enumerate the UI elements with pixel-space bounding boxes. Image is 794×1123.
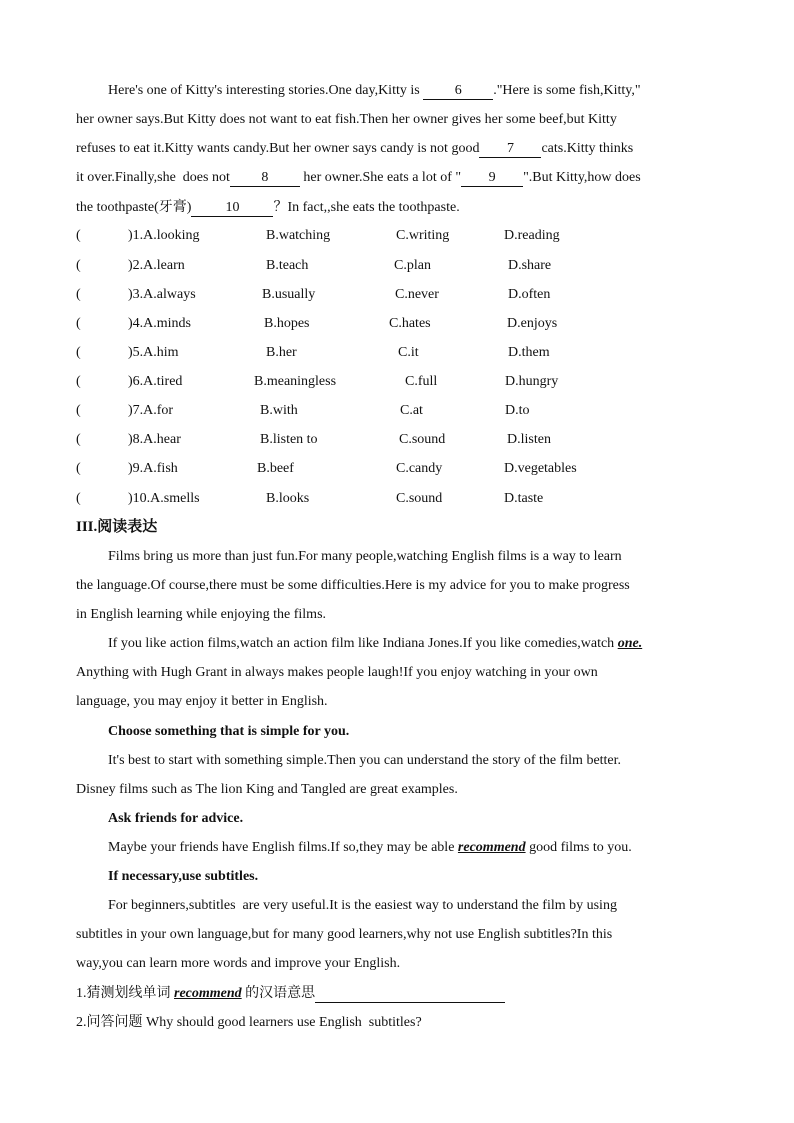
option-a: )2.A.learn	[128, 258, 185, 273]
question-row	[76, 227, 718, 245]
option-b: B.meaningless	[254, 374, 337, 389]
option-a: )3.A.always	[128, 287, 196, 302]
cloze-line-5	[76, 199, 718, 217]
question-row	[76, 460, 718, 478]
answer-paren[interactable]: (	[76, 491, 81, 506]
option-a: )10.A.smells	[128, 491, 200, 506]
text: cats.Kitty thinks	[541, 141, 634, 156]
option-d: D.hungry	[505, 374, 559, 389]
option-c: C.sound	[396, 491, 443, 506]
option-d: D.to	[505, 403, 530, 418]
option-c: C.never	[395, 287, 439, 302]
option-a: )6.A.tired	[128, 374, 183, 389]
option-c: C.plan	[394, 258, 431, 273]
option-a: )9.A.fish	[128, 461, 178, 476]
answer-paren[interactable]: (	[76, 461, 81, 476]
option-a: )5.A.him	[128, 345, 179, 360]
paragraph-line: language, you may enjoy it better in English.	[76, 694, 328, 709]
text: refuses to eat it.Kitty wants candy.But her owner says candy is not good	[76, 141, 480, 156]
paragraph-line: in English learning while enjoying the films.	[76, 607, 327, 622]
option-b: B.beef	[257, 461, 294, 476]
section-title: III.阅读表达	[76, 519, 158, 535]
option-c: C.it	[398, 345, 419, 360]
option-d: D.taste	[504, 491, 544, 506]
option-d: D.enjoys	[507, 316, 558, 331]
option-c: C.at	[400, 403, 423, 418]
question-row	[76, 373, 718, 391]
answer-paren[interactable]: (	[76, 228, 81, 243]
paragraph-line: the language.Of course,there must be some difficulties.Here is my advice for you to make progress	[76, 578, 630, 593]
blank-6[interactable]: 6	[423, 83, 493, 100]
paragraph-line	[108, 839, 718, 857]
underlined-word-recommend: recommend	[174, 986, 242, 1001]
text: ？In fact,,she eats the toothpaste.	[273, 200, 460, 215]
option-c: C.sound	[399, 432, 446, 447]
answer-paren[interactable]: (	[76, 432, 81, 447]
option-a: )8.A.hear	[128, 432, 181, 447]
option-d: D.share	[508, 258, 552, 273]
cloze-line-1	[108, 82, 718, 100]
question-2: 2.问答问题 Why should good learners use English subtitles?	[76, 1015, 422, 1030]
answer-paren[interactable]: (	[76, 316, 81, 331]
answer-paren[interactable]: (	[76, 287, 81, 302]
text: If you like action films,watch an action film like Indiana Jones.If you like comedies,watch	[108, 636, 618, 651]
text: her owner.She eats a lot of "	[299, 170, 462, 185]
text: ".But Kitty,how does	[523, 170, 641, 185]
answer-paren[interactable]: (	[76, 374, 81, 389]
question-row	[76, 431, 718, 449]
option-d: D.reading	[504, 228, 560, 243]
text: 1.猜测划线单词	[76, 986, 174, 1001]
blank-8[interactable]: 8	[230, 170, 300, 187]
option-b: B.hopes	[264, 316, 310, 331]
paragraph-line: Disney films such as The lion King and Tangled are great examples.	[76, 782, 458, 797]
paragraph-line: Films bring us more than just fun.For many people,watching English films is a way to learn	[108, 549, 622, 564]
option-d: D.listen	[507, 432, 551, 447]
underlined-word-recommend: recommend	[457, 840, 526, 855]
option-b: B.her	[266, 345, 297, 360]
paragraph-line: Anything with Hugh Grant in always makes people laugh!If you enjoy watching in your own	[76, 665, 598, 680]
option-c: C.full	[405, 374, 438, 389]
question-row	[76, 257, 718, 275]
paragraph-line	[108, 635, 718, 653]
blank-10[interactable]: 10	[191, 200, 273, 217]
text: it over.Finally,she does not	[76, 170, 230, 185]
text: Here's one of Kitty's interesting stories.One day,Kitty is	[108, 83, 424, 98]
option-d: D.often	[508, 287, 551, 302]
blank-7[interactable]: 7	[479, 141, 541, 158]
text: Maybe your friends have English films.If so,they may be able	[108, 840, 458, 855]
subheading: If necessary,use subtitles.	[108, 869, 259, 884]
option-a: )1.A.looking	[128, 228, 200, 243]
option-c: C.hates	[389, 316, 431, 331]
underlined-word-one: one.	[617, 636, 643, 651]
paragraph-line: For beginners,subtitles are very useful.It is the easiest way to understand the film by using	[108, 898, 617, 913]
question-row	[76, 402, 718, 420]
option-b: B.usually	[262, 287, 316, 302]
blank-9[interactable]: 9	[461, 170, 523, 187]
cloze-line-3	[76, 140, 718, 158]
text: the toothpaste(牙膏)	[76, 200, 192, 215]
text: ."Here is some fish,Kitty,"	[493, 83, 641, 98]
question-row	[76, 286, 718, 304]
question-row	[76, 315, 718, 333]
answer-paren[interactable]: (	[76, 345, 81, 360]
option-b: B.looks	[266, 491, 310, 506]
option-b: B.watching	[266, 228, 331, 243]
cloze-line-4	[76, 169, 718, 187]
answer-paren[interactable]: (	[76, 403, 81, 418]
text: 的汉语意思	[241, 986, 316, 1001]
cloze-line-2: her owner says.But Kitty does not want to eat fish.Then her owner gives her some beef,but Kitty	[76, 112, 617, 127]
question-row	[76, 344, 718, 362]
answer-paren[interactable]: (	[76, 258, 81, 273]
option-c: C.writing	[396, 228, 450, 243]
subheading: Choose something that is simple for you.	[108, 724, 350, 739]
option-d: D.vegetables	[504, 461, 577, 476]
answer-blank[interactable]	[315, 987, 505, 1003]
option-a: )7.A.for	[128, 403, 174, 418]
option-d: D.them	[508, 345, 550, 360]
paragraph-line: subtitles in your own language,but for many good learners,why not use English subtitles?In this	[76, 927, 613, 942]
option-b: B.with	[260, 403, 298, 418]
text: good films to you.	[525, 840, 632, 855]
subheading: Ask friends for advice.	[108, 811, 244, 826]
question-row	[76, 490, 718, 508]
option-c: C.candy	[396, 461, 443, 476]
option-a: )4.A.minds	[128, 316, 191, 331]
question-1	[76, 985, 718, 1003]
option-b: B.teach	[266, 258, 309, 273]
paragraph-line: It's best to start with something simple.Then you can understand the story of the film better.	[108, 753, 622, 768]
paragraph-line: way,you can learn more words and improve your English.	[76, 956, 401, 971]
option-b: B.listen to	[260, 432, 318, 447]
